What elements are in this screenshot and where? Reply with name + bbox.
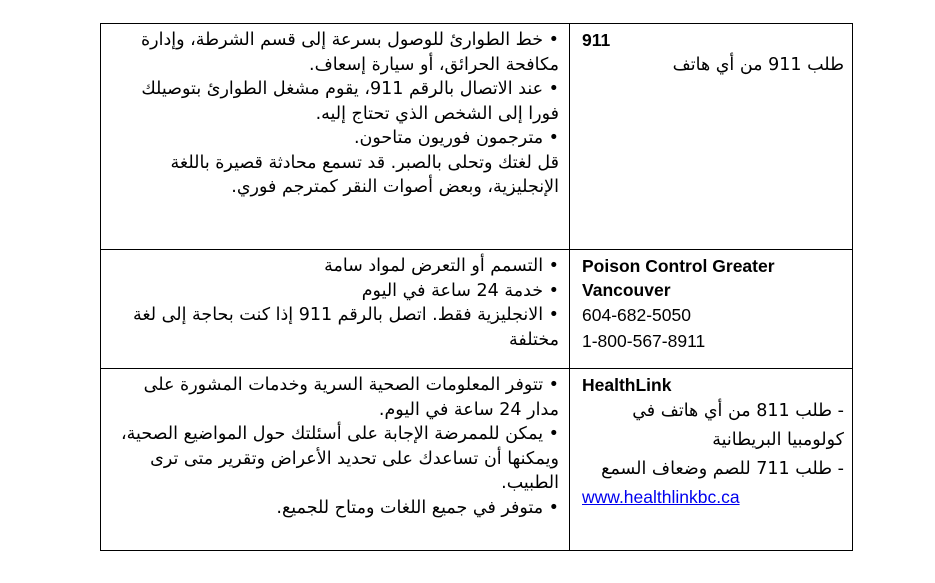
service-cell	[570, 250, 853, 369]
service-name: 911	[582, 30, 611, 50]
table-row-poison-control	[101, 250, 853, 369]
description-line: • مترجمون فوريون متاحون.	[353, 128, 559, 148]
service-name: Poison Control Greater Vancouver	[582, 256, 775, 300]
description-line: • متوفر في جميع اللغات ومتاح للجميع.	[276, 497, 559, 518]
description-cell	[101, 24, 570, 250]
table-row-911	[101, 24, 853, 250]
service-detail: - طلب 711 للصم وضعاف السمع	[601, 459, 844, 479]
service-cell	[570, 24, 853, 250]
description-cell	[101, 369, 570, 551]
description-line: • التسمم أو التعرض لمواد سامة	[324, 256, 559, 276]
phone-number: 1-800-567-8911	[582, 331, 706, 351]
phone-number: 604-682-5050	[582, 305, 691, 325]
healthlink-website-link[interactable]: www.healthlinkbc.ca	[582, 487, 740, 507]
service-detail: - طلب 811 من أي هاتف في كولومبيا البريطانية	[632, 401, 844, 450]
description-line: • الانجليزية فقط. اتصل بالرقم 911 إذا كنت بحاجة إلى لغة مختلفة	[132, 305, 559, 350]
description-line: قل لغتك وتحلى بالصبر. قد تسمع محادثة قصيرة باللغة الإنجليزية، وبعض أصوات النقر كمترجم فوري.	[170, 152, 559, 197]
description-line: • عند الاتصال بالرقم 911، يقوم مشغل الطوارئ بتوصيلك فورا إلى الشخص الذي تحتاج إليه.	[141, 79, 559, 124]
description-line: • خدمة 24 ساعة في اليوم	[361, 280, 559, 301]
service-name: HealthLink	[582, 375, 672, 395]
description-line: • يمكن للممرضة الإجابة على أسئلتك حول المواضيع الصحية، ويمكنها أن تساعدك على تحديد الأعراض وتقرير متى ترى الطبيب.	[121, 424, 559, 493]
emergency-services-table	[100, 23, 853, 551]
service-detail: طلب 911 من أي هاتف	[672, 55, 844, 75]
description-line: • تتوفر المعلومات الصحية السرية وخدمات المشورة على مدار 24 ساعة في اليوم.	[143, 375, 559, 420]
description-cell	[101, 250, 570, 369]
table-row-healthlink	[101, 369, 853, 551]
description-line: • خط الطوارئ للوصول بسرعة إلى قسم الشرطة، وإدارة مكافحة الحرائق، أو سيارة إسعاف.	[140, 30, 559, 75]
service-cell	[570, 369, 853, 551]
